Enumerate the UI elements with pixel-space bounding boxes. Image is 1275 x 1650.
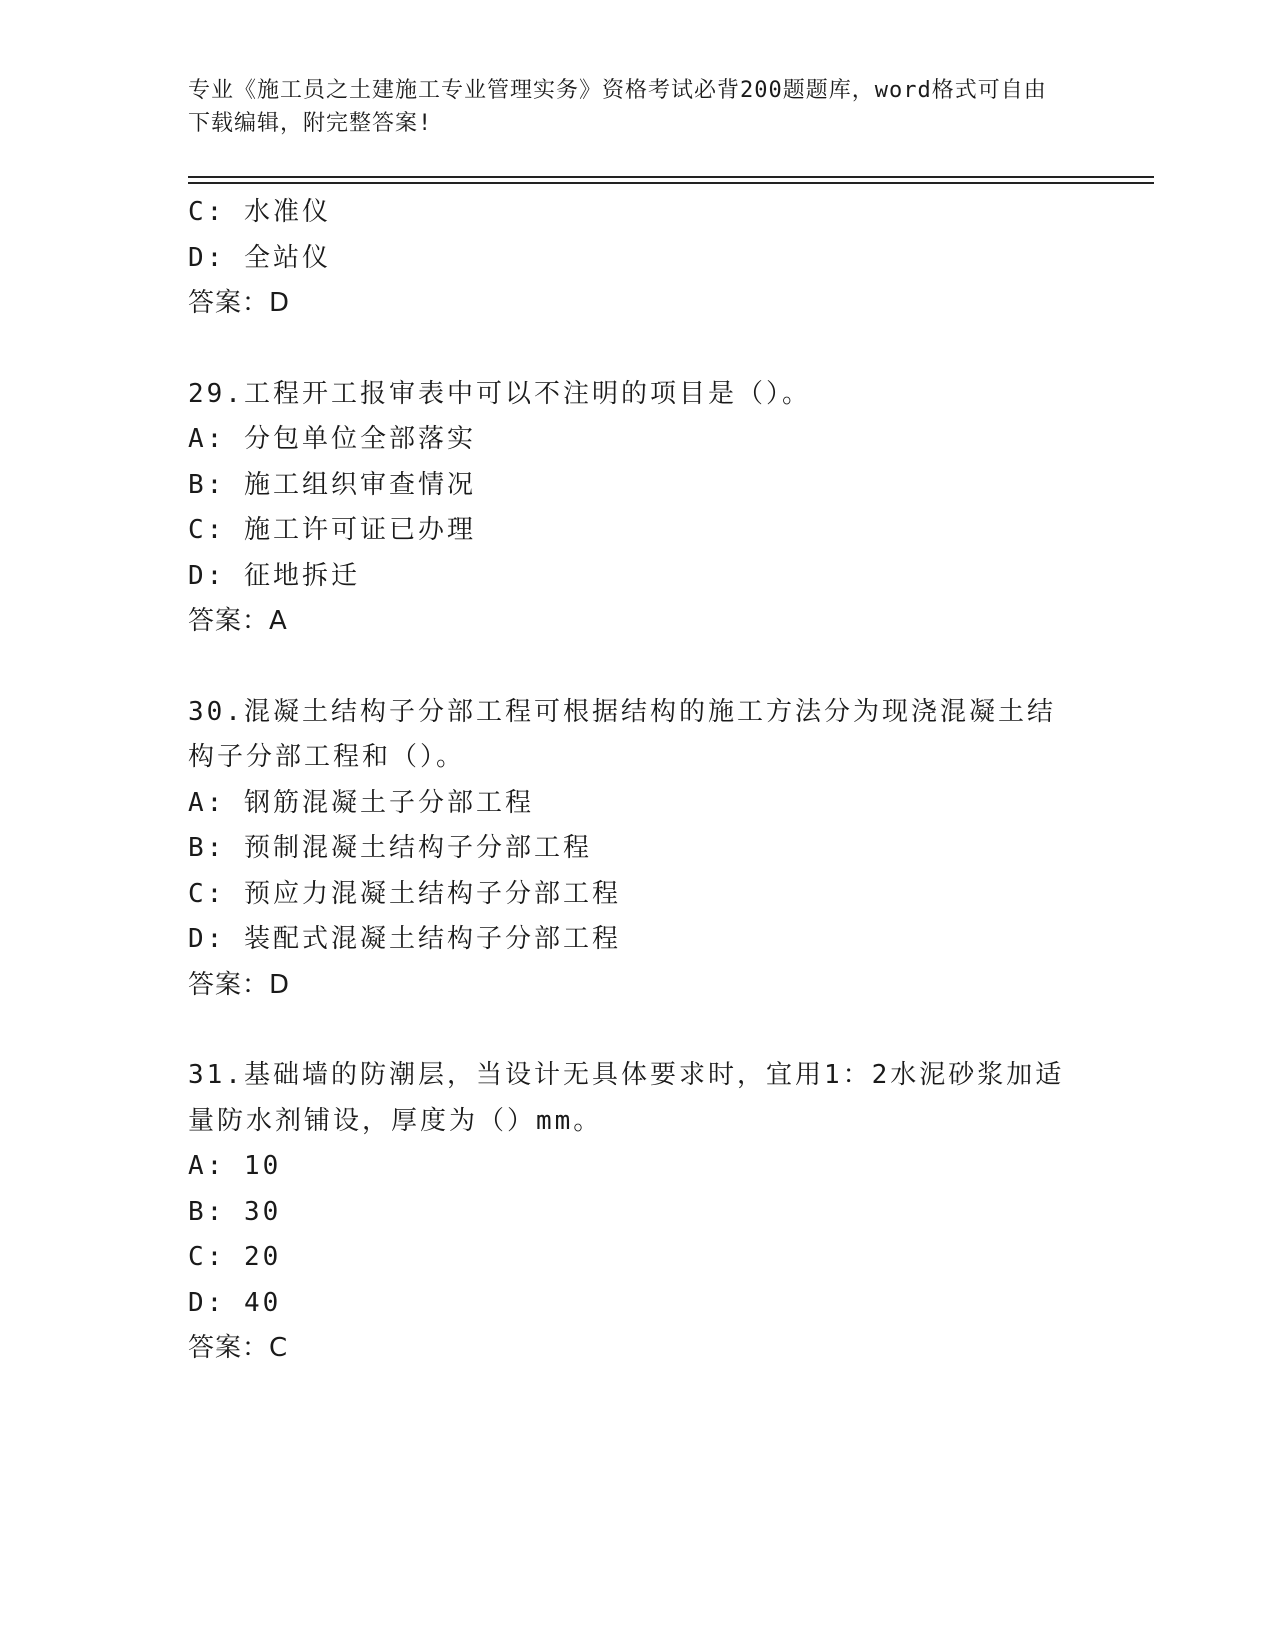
header-rule-bottom: [188, 182, 1154, 184]
question-stem: 30.混凝土结构子分部工程可根据结构的施工方法分为现浇混凝土结构子分部工程和（）。: [188, 696, 1056, 772]
question-stem: 31.基础墙的防潮层，当设计无具体要求时，宜用1：2水泥砂浆加适量防水剂铺设，厚度为（）mm。: [188, 1060, 1065, 1136]
document-title: 专业《施工员之土建施工专业管理实务》资格考试必背200题题库，word格式可自由下载编辑，附完整答案!: [188, 78, 1047, 136]
question-29: [188, 372, 1088, 645]
answer-line: 答案：A: [188, 606, 288, 636]
option-a: A: 分包单位全部落实: [188, 424, 476, 454]
answer-line: 答案：D: [188, 288, 291, 318]
spacer: [188, 1008, 1088, 1053]
option-b: B: 30: [188, 1196, 282, 1227]
previous-question-tail: [188, 190, 1088, 327]
option-b: B: 施工组织审查情况: [188, 469, 476, 500]
answer-line: 答案：C: [188, 1333, 289, 1363]
question-stem: 29.工程开工报审表中可以不注明的项目是（）。: [188, 378, 811, 409]
option-a: A: 钢筋混凝土子分部工程: [188, 787, 534, 818]
option-a: A: 10: [188, 1151, 282, 1181]
option-b: B: 预制混凝土结构子分部工程: [188, 833, 592, 863]
spacer: [188, 327, 1088, 372]
answer-line: 答案：D: [188, 969, 291, 1000]
option-d: D: 装配式混凝土结构子分部工程: [188, 924, 621, 954]
option-c: C: 水准仪: [188, 197, 331, 227]
spacer: [188, 645, 1088, 690]
question-31: [188, 1053, 1088, 1372]
option-d: D: 40: [188, 1287, 282, 1318]
option-c: C: 预应力混凝土结构子分部工程: [188, 878, 621, 909]
header-rule-top: [188, 176, 1154, 178]
option-d: D: 征地拆迁: [188, 560, 360, 591]
question-30: [188, 690, 1088, 1009]
option-c: C: 20: [188, 1242, 282, 1272]
option-d: D: 全站仪: [188, 242, 331, 273]
option-c: C: 施工许可证已办理: [188, 515, 476, 545]
question-list: [188, 190, 1088, 1372]
